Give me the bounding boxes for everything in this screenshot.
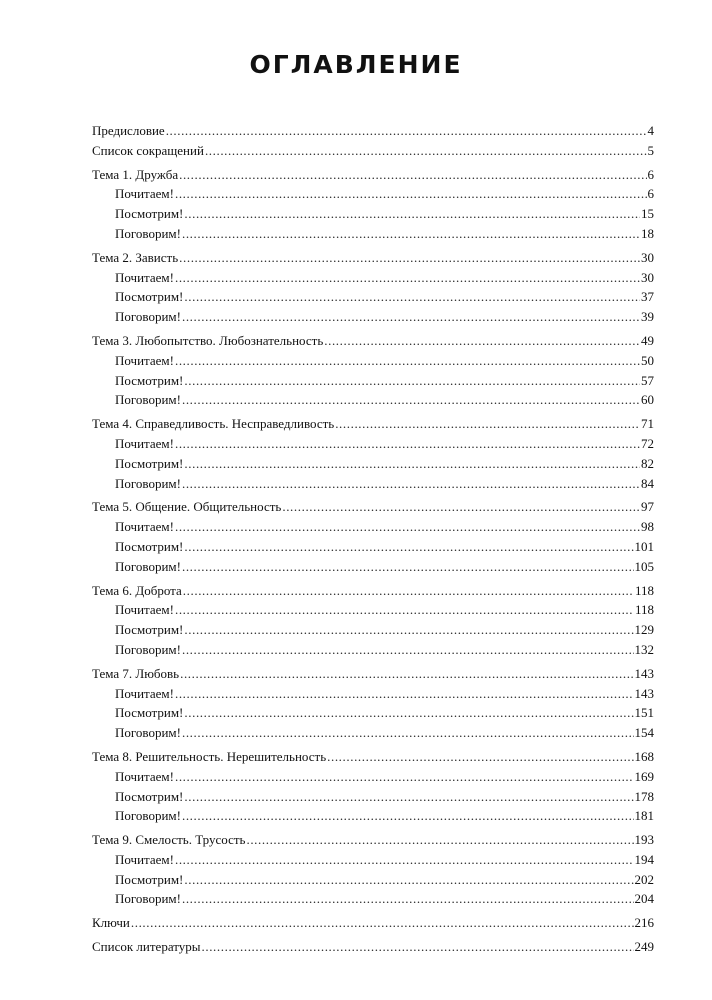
toc-entry-label: Тема 6. Доброта [92, 582, 182, 598]
toc-entry-page: 118 [634, 602, 654, 618]
dot-leader [166, 121, 647, 141]
toc-subentry[interactable] [92, 723, 654, 743]
dot-leader [175, 268, 640, 288]
dot-leader [175, 517, 640, 537]
toc-entry-label: Список сокращений [92, 142, 204, 158]
toc-entry-page: 60 [641, 392, 654, 408]
toc-entry-bibliography[interactable] [92, 937, 654, 957]
toc-entry-keys[interactable] [92, 913, 654, 933]
toc-subentry[interactable] [92, 640, 654, 660]
dot-leader [202, 937, 634, 957]
toc-subentry[interactable] [92, 850, 654, 870]
toc-subentry[interactable] [92, 204, 654, 224]
dot-leader [182, 390, 640, 410]
dot-leader [184, 204, 640, 224]
toc-entry-page: 193 [634, 832, 654, 848]
toc-entry-label: Почитаем! [115, 352, 174, 368]
toc-entry-page: 132 [634, 641, 654, 657]
toc-entry-label: Почитаем! [115, 186, 174, 202]
toc-entry-topic-6[interactable] [92, 581, 654, 601]
toc-entry-label: Тема 9. Смелость. Трусость [92, 832, 246, 848]
dot-leader [175, 600, 634, 620]
toc-entry-label: Почитаем! [115, 269, 174, 285]
dot-leader [175, 351, 640, 371]
toc-subentry[interactable] [92, 620, 654, 640]
toc-entry-page: 169 [634, 768, 654, 784]
toc-entry-label: Посмотрим! [115, 455, 184, 471]
toc-entry-label: Почитаем! [115, 435, 174, 451]
toc-entry-page: 82 [641, 455, 654, 471]
toc-entry-label: Посмотрим! [115, 788, 184, 804]
dot-leader [182, 557, 634, 577]
toc-subentry[interactable] [92, 684, 654, 704]
toc-entry-preface[interactable] [92, 121, 654, 141]
toc-subentry[interactable] [92, 268, 654, 288]
toc-entry-page: 168 [634, 748, 654, 764]
toc-entry-label: Посмотрим! [115, 622, 184, 638]
toc-entry-page: 57 [641, 372, 654, 388]
toc-entry-label: Тема 4. Справедливость. Несправедливость [92, 416, 335, 432]
toc-entry-label: Почитаем! [115, 851, 174, 867]
toc-entry-page: 202 [634, 871, 654, 887]
toc-entry-page: 97 [641, 499, 654, 515]
toc-entry-page: 71 [641, 416, 654, 432]
toc-entry-label: Поговорим! [115, 475, 181, 491]
toc-entry-label: Почитаем! [115, 685, 174, 701]
toc-entry-topic-2[interactable] [92, 248, 654, 268]
dot-leader [182, 723, 634, 743]
toc-entry-page: 39 [641, 309, 654, 325]
toc-entry-page: 30 [641, 249, 654, 265]
toc-subentry[interactable] [92, 351, 654, 371]
dot-leader [175, 850, 634, 870]
toc-entry-label: Тема 2. Зависть [92, 249, 179, 265]
toc-entry-label: Поговорим! [115, 808, 181, 824]
toc-entry-topic-8[interactable] [92, 747, 654, 767]
dot-leader [184, 787, 633, 807]
toc-entry-page: 4 [647, 123, 654, 138]
dot-leader [246, 830, 633, 850]
toc-entry-page: 178 [634, 788, 654, 804]
toc-entry-topic-4[interactable] [92, 414, 654, 434]
page-title: ОГЛАВЛЕНИЕ [249, 50, 463, 79]
toc-entry-label: Список литературы [92, 939, 201, 955]
toc-entry-label: Ключи [92, 915, 130, 931]
toc-entry-label: Предисловие [92, 123, 165, 138]
toc-entry-topic-9[interactable] [92, 830, 654, 850]
toc-entry-label: Почитаем! [115, 519, 174, 535]
toc-entry-page: 143 [634, 665, 654, 681]
toc-subentry[interactable] [92, 517, 654, 537]
toc-entry-page: 101 [634, 538, 654, 554]
toc-entry-label: Поговорим! [115, 392, 181, 408]
toc-entry-label: Поговорим! [115, 558, 181, 574]
dot-leader [175, 684, 634, 704]
toc-entry-page: 154 [634, 725, 654, 741]
dot-leader [182, 889, 634, 909]
toc-entry-topic-7[interactable] [92, 664, 654, 684]
dot-leader [184, 454, 640, 474]
toc-entry-page: 6 [647, 166, 654, 182]
dot-leader [184, 870, 633, 890]
toc-entry-label: Тема 8. Решительность. Нерешительность [92, 748, 327, 764]
toc-entry-label: Тема 7. Любовь [92, 665, 180, 681]
toc-subentry[interactable] [92, 454, 654, 474]
toc-entry-topic-1[interactable] [92, 165, 654, 185]
toc-entry-abbreviations[interactable] [92, 141, 654, 161]
dot-leader [324, 331, 640, 351]
dot-leader [182, 640, 634, 660]
dot-leader [184, 620, 633, 640]
toc-entry-page: 129 [634, 622, 654, 638]
toc-subentry[interactable] [92, 474, 654, 494]
toc-entry-page: 118 [634, 582, 654, 598]
toc-entry-label: Тема 3. Любопытство. Любознательность [92, 332, 324, 348]
dot-leader [184, 703, 633, 723]
dot-leader [182, 806, 634, 826]
dot-leader [184, 371, 640, 391]
toc-subentry[interactable] [92, 537, 654, 557]
toc-entry-page: 194 [634, 851, 654, 867]
toc-subentry[interactable] [92, 600, 654, 620]
dot-leader [182, 224, 640, 244]
toc-subentry[interactable] [92, 703, 654, 723]
toc-entry-label: Посмотрим! [115, 705, 184, 721]
dot-leader [179, 165, 646, 185]
table-of-contents [92, 121, 654, 957]
toc-entry-page: 50 [641, 352, 654, 368]
toc-entry-label: Посмотрим! [115, 871, 184, 887]
toc-entry-label: Поговорим! [115, 641, 181, 657]
toc-entry-page: 181 [634, 808, 654, 824]
toc-entry-page: 72 [641, 435, 654, 451]
dot-leader [335, 414, 640, 434]
toc-subentry[interactable] [92, 371, 654, 391]
toc-subentry[interactable] [92, 767, 654, 787]
dot-leader [175, 434, 640, 454]
toc-entry-label: Почитаем! [115, 602, 174, 618]
toc-entry-page: 18 [641, 225, 654, 241]
toc-entry-label: Посмотрим! [115, 538, 184, 554]
toc-subentry[interactable] [92, 434, 654, 454]
toc-entry-label: Поговорим! [115, 891, 181, 907]
dot-leader [184, 537, 633, 557]
dot-leader [175, 767, 634, 787]
toc-entry-page: 143 [634, 685, 654, 701]
toc-subentry[interactable] [92, 806, 654, 826]
toc-entry-topic-3[interactable] [92, 331, 654, 351]
toc-entry-page: 5 [647, 142, 654, 158]
toc-entry-label: Посмотрим! [115, 372, 184, 388]
dot-leader [282, 497, 640, 517]
toc-entry-page: 151 [634, 705, 654, 721]
toc-entry-label: Посмотрим! [115, 206, 184, 222]
toc-entry-label: Тема 5. Общение. Общительность [92, 499, 282, 515]
toc-entry-page: 204 [634, 891, 654, 907]
toc-subentry[interactable] [92, 307, 654, 327]
dot-leader [327, 747, 633, 767]
toc-subentry[interactable] [92, 184, 654, 204]
dot-leader [205, 141, 647, 161]
toc-subentry[interactable] [92, 557, 654, 577]
toc-subentry[interactable] [92, 787, 654, 807]
dot-leader [182, 474, 640, 494]
toc-entry-page: 84 [641, 475, 654, 491]
toc-entry-page: 15 [641, 206, 654, 222]
dot-leader [180, 664, 633, 684]
dot-leader [175, 184, 647, 204]
toc-entry-page: 30 [641, 269, 654, 285]
toc-entry-page: 37 [641, 289, 654, 305]
toc-entry-page: 49 [641, 332, 654, 348]
dot-leader [184, 287, 640, 307]
dot-leader [182, 307, 640, 327]
toc-entry-page: 249 [634, 939, 654, 955]
toc-subentry[interactable] [92, 870, 654, 890]
toc-entry-label: Поговорим! [115, 225, 181, 241]
dot-leader [183, 581, 634, 601]
toc-entry-page: 98 [641, 519, 654, 535]
toc-entry-topic-5[interactable] [92, 497, 654, 517]
toc-entry-label: Поговорим! [115, 309, 181, 325]
toc-entry-page: 6 [647, 186, 654, 202]
toc-entry-page: 105 [634, 558, 654, 574]
dot-leader [179, 248, 640, 268]
toc-entry-page: 216 [634, 915, 654, 931]
toc-subentry[interactable] [92, 889, 654, 909]
toc-subentry[interactable] [92, 224, 654, 244]
toc-entry-label: Почитаем! [115, 768, 174, 784]
toc-entry-label: Поговорим! [115, 725, 181, 741]
dot-leader [131, 913, 634, 933]
toc-entry-label: Тема 1. Дружба [92, 166, 179, 182]
toc-subentry[interactable] [92, 390, 654, 410]
toc-subentry[interactable] [92, 287, 654, 307]
toc-entry-label: Посмотрим! [115, 289, 184, 305]
